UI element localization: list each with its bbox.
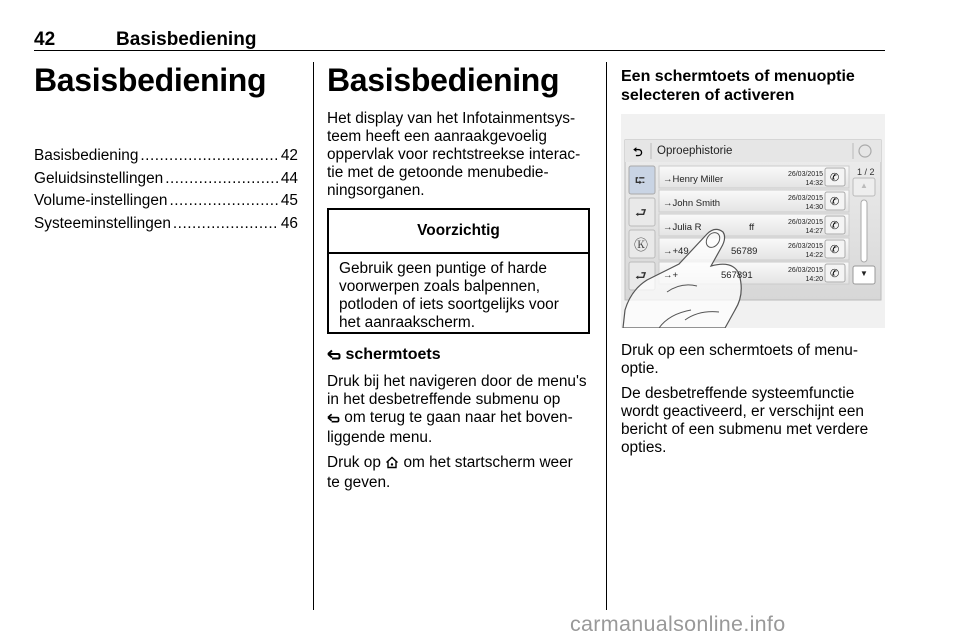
intro-paragraph: Het display van het Infotainmentsys- teem heeft een aanraakgevoelig oppervlak voor rechtstreekse interac- tie met de getoonde menubedie- ningsorganen.: [327, 110, 581, 199]
list-item[interactable]: →Julia R ff 26/03/2015 14:27: [663, 219, 823, 235]
chapter-title: Basisbediening: [34, 62, 267, 98]
warning-heading: Voorzichtig: [329, 210, 588, 254]
phone-icon[interactable]: ✆: [830, 196, 840, 208]
list-item[interactable]: →John Smith 26/03/2015 14:30: [663, 195, 823, 211]
toc-entry[interactable]: Systeeminstellingen ..... 46: [34, 213, 298, 236]
home-icon: [385, 456, 399, 474]
toc-entry[interactable]: Volume-instellingen ..... 45: [34, 190, 298, 213]
list-item[interactable]: →+ 567891 26/03/2015 14:20: [663, 267, 823, 283]
phone-icon[interactable]: ✆: [830, 268, 840, 280]
screen-title: Oproephistorie: [657, 145, 733, 157]
right-paragraph: Druk op een schermtoets of menu- optie. De desbetreffende systeemfunctie wordt geactiveerd, er verschijnt een bericht of een submenu met verdere opties.: [621, 342, 869, 456]
select-activate-heading: Een schermtoets of menuoptie selecteren of activeren: [621, 68, 855, 104]
toc-entry[interactable]: Basisbediening ..... 42: [34, 145, 298, 168]
call-history-icon[interactable]: ⮓: [635, 173, 646, 188]
list-item[interactable]: →+49 56789 26/03/2015 14:22: [663, 243, 823, 259]
missed-call-icon[interactable]: Ⓚ: [634, 237, 648, 253]
phone-icon[interactable]: ✆: [830, 244, 840, 256]
scroll-down-icon[interactable]: ▼: [860, 269, 868, 278]
watermark: carmanualsonline.info: [570, 612, 786, 636]
schermtoets-heading: schermtoets: [327, 346, 441, 367]
page-number: 42: [34, 29, 56, 50]
list-item[interactable]: →Henry Miller 26/03/2015 14:32: [663, 171, 823, 187]
touchscreen-illustration: [621, 114, 885, 328]
warning-box: [327, 208, 590, 334]
phone-icon[interactable]: ✆: [830, 172, 840, 184]
toc-entry[interactable]: Geluidsinstellingen ..... 44: [34, 168, 298, 191]
column-divider: [313, 62, 314, 610]
warning-text: Gebruik geen puntige of harde voorwerpen zoals balpennen, potloden of iets soortgelijks voor het aanraakscherm.: [339, 260, 559, 331]
back-arrow-icon: [327, 411, 340, 429]
page-indicator: 1 / 2: [857, 167, 875, 177]
back-button-paragraph: Druk bij het navigeren door de menu's in het desbetreffende submenu op om terug te gaan naar het boven- liggende menu. Druk op om het startscherm weer te geven.: [327, 373, 587, 491]
phone-icon[interactable]: ✆: [830, 220, 840, 232]
header-rule: [34, 50, 885, 51]
table-of-contents: [34, 145, 298, 235]
back-arrow-icon[interactable]: ⮌: [633, 145, 643, 159]
section-title: Basisbediening: [327, 62, 560, 98]
back-arrow-icon: [327, 348, 341, 367]
outgoing-call-icon[interactable]: ⮐: [635, 205, 647, 220]
column-divider: [606, 62, 607, 610]
running-header-title: Basisbediening: [116, 29, 257, 50]
scroll-up-icon[interactable]: ▲: [860, 181, 868, 190]
incoming-call-icon[interactable]: ⮐: [635, 268, 647, 283]
